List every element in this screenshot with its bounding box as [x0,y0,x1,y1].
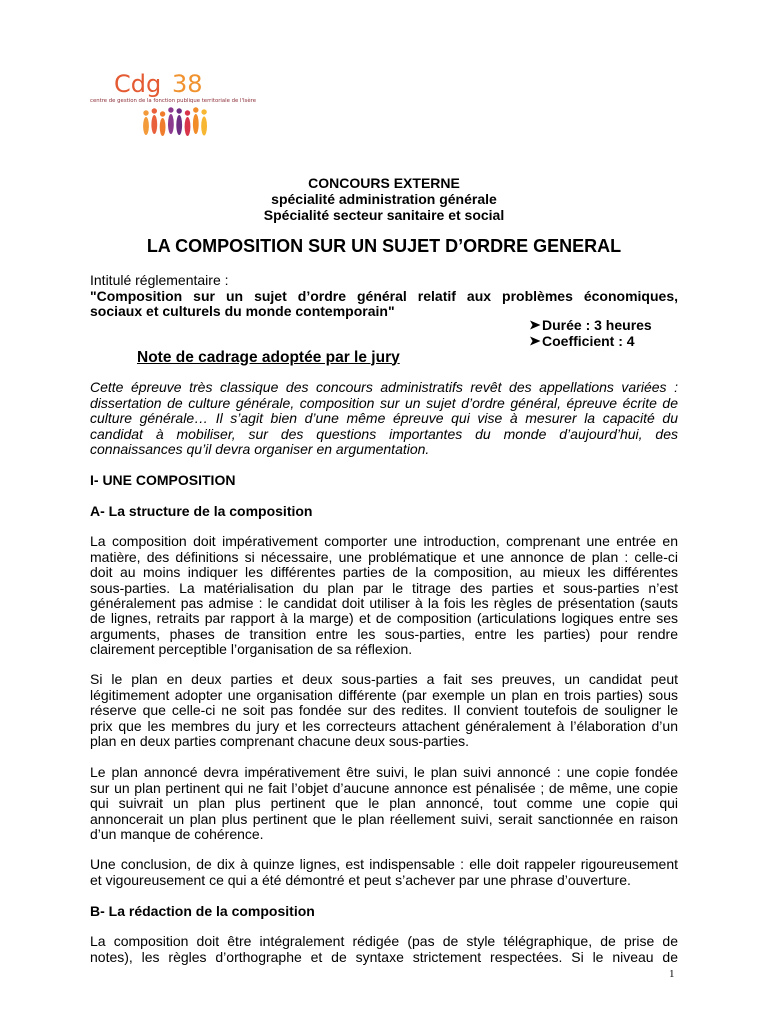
paragraph-line: La composition doit être intégralement rédigée (pas de style télégraphique, de prise de [90,933,678,950]
person-figure-icon [143,110,149,135]
exam-specialty: spécialité administration générale [271,191,497,207]
document-title: LA COMPOSITION SUR UN SUJET D’ORDRE GENERAL [146,236,622,256]
person-figure-icon [193,107,199,134]
page-number: 1 [669,968,675,980]
paragraph-line: sous-parties. La matérialisation du plan par le titrage des parties et sous-parties n’est [90,579,678,596]
paragraph-line: doit au moins indiquer les différentes parties de la composition, au mieux les différentes [90,564,678,581]
paragraph-line: qui suivrait un plan plus pertinent que le plan annoncé, tout comme une copie qui [90,795,678,812]
paragraph [90,672,678,749]
cdg38-logo [88,64,260,142]
subsection-heading: B- La rédaction de la composition [90,903,315,920]
exam-header [90,175,678,223]
person-figure-icon [185,110,191,136]
logo-brand-38: 38 [172,70,203,98]
paragraph-line: candidat à mobiliser, sur des questions importantes du monde d’aujourd’hui, des [90,425,678,442]
person-figure-icon [168,107,174,134]
paragraph [90,765,678,842]
paragraph-line: de lignes, retraits par rapport à la marge) et de composition (articulations logiques entre ses [90,610,678,627]
paragraph [90,857,678,888]
person-figure-icon [160,111,166,136]
regulatory-subject [90,273,678,319]
paragraph-line: arguments, phases de transition entre les sous-parties, entre les parties) pour rendre [90,625,678,642]
person-figure-icon [151,108,157,134]
paragraph-line: annoncerait un plan plus pertinent que le plan réellement suivi, serait sanctionnée en raison [90,810,678,827]
paragraph-line: Si le plan en deux parties et deux sous-parties a fait ses preuves, un candidat peut [90,671,678,688]
paragraph-line: Le plan annoncé devra impérativement être suivi, le plan suivi annoncé : une copie fondée [90,764,678,781]
paragraph-line: connaissances qu’il devra organiser en argumentation. [90,441,430,458]
section-heading: I- UNE COMPOSITION [90,472,236,489]
subsection-heading: A- La structure de la composition [90,503,313,520]
paragraph [90,934,678,965]
paragraph-line: sur un plan pertinent qui ne fait l’objet d’aucune annonce est pénalisée ; de même, une copie [90,779,678,796]
paragraph-line: légitimement adopter une organisation différente (par exemple un plan en trois parties) sous [90,686,678,703]
paragraph-line: d’un manque de cohérence. [90,826,264,843]
subject-line: "Composition sur un sujet d’ordre général relatif aux problèmes économiques, [90,287,678,304]
paragraph-line: Cette épreuve très classique des concours administratifs revêt des appellations variées : [90,379,678,396]
coefficient-text: Coefficient : 4 [542,333,635,350]
people-figures-icon [143,107,207,136]
paragraph-line: La composition doit impérativement comporter une introduction, comprenant une entrée en [90,533,678,550]
intro-paragraph [90,380,678,457]
paragraph-line: et vigoureusement ce qui a été démontré et peut s’achever par une phrase d’ouverture. [90,871,631,888]
jury-note-heading: Note de cadrage adoptée par le jury [137,348,400,366]
paragraph-line: clairement perceptible l’organisation de sa réflexion. [90,641,413,658]
paragraph-line: plan en deux parties comprenant chacune deux sous-parties. [90,733,470,750]
coefficient-item [530,333,635,348]
duration-item [530,317,652,332]
logo-tagline: centre de gestion de la fonction publique territoriale de l'Isère [90,98,258,104]
paragraph-line: réserve que celle-ci ne soit pas fondée sur des redites. Il convient toutefois de souligner le [90,702,678,719]
exam-sector: Spécialité secteur sanitaire et social [263,207,505,223]
exam-type: CONCOURS EXTERNE [308,175,460,191]
arrow-bullet-icon [530,320,541,330]
subject-line: sociaux et culturels du monde contemporain" [90,303,395,320]
regulatory-label: Intitulé réglementaire : [90,272,229,289]
logo-brand-cdg: Cdg [114,70,162,98]
person-figure-icon [201,109,207,135]
paragraph-line: notes), les règles d’orthographe et de syntaxe strictement respectées. Si le niveau de [90,948,678,965]
paragraph-line: dissertation de culture générale, composition sur un sujet d’ordre général, épreuve écrite de [90,394,678,411]
person-figure-icon [176,108,182,135]
paragraph-line: culture générale… Il s’agit bien d’une même épreuve qui vise à mesurer la capacité du [90,410,678,427]
duration-text: Durée : 3 heures [542,317,652,334]
paragraph-line: matière, des définitions si nécessaire, une problématique et une annonce de plan : celle-ci [90,548,678,565]
paragraph [90,534,678,658]
paragraph-line: Une conclusion, de dix à quinze lignes, est indispensable : elle doit rappeler rigoureusement [90,856,678,873]
arrow-bullet-icon [530,336,541,346]
paragraph-line: prix que les membres du jury et les correcteurs attachent généralement à l’élaboration d’un [90,717,678,734]
paragraph-line: généralement pas admise : le candidat doit utiliser à la fois les règles de présentation (sauts [90,595,678,612]
